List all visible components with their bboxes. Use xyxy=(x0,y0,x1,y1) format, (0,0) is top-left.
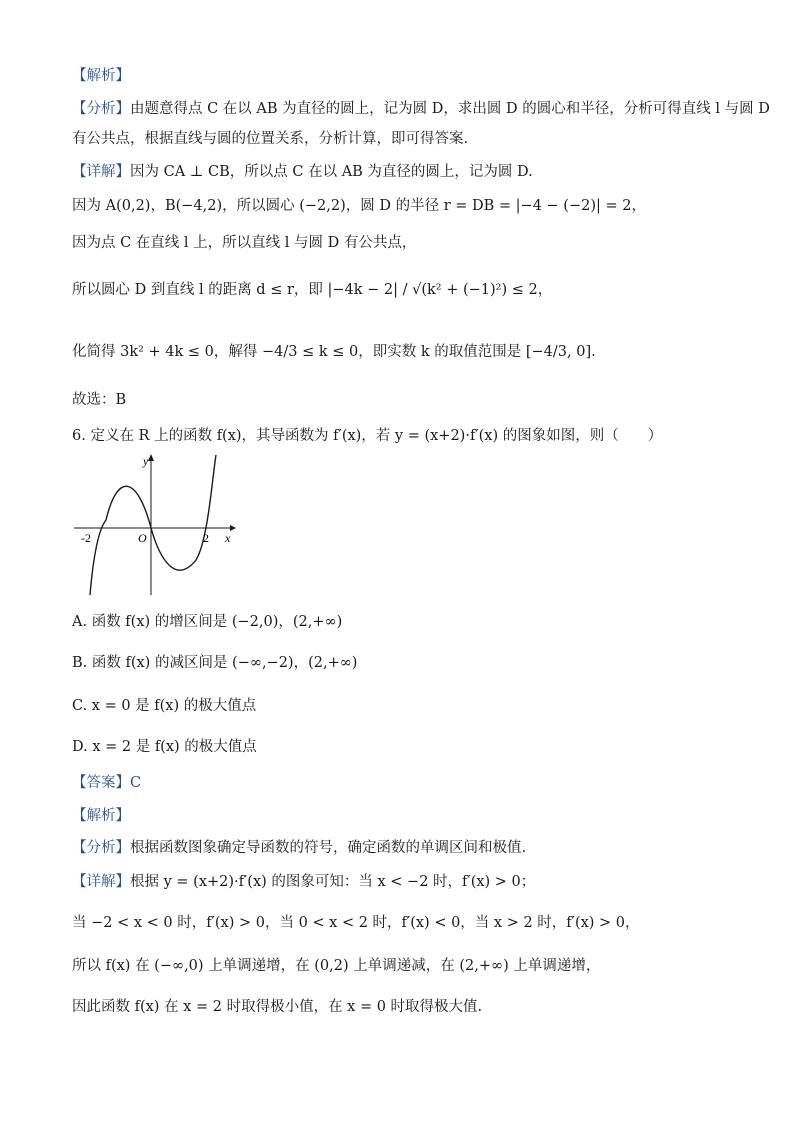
choice-line: 故选：B xyxy=(72,392,127,408)
q6-line-4: 因此函数 f(x) 在 x = 2 时取得极小值，在 x = 0 时取得极大值. xyxy=(72,999,483,1015)
jiexi-heading-2: 【解析】 xyxy=(72,808,130,824)
xiangjie-label-2: 【详解】 xyxy=(72,874,130,890)
fenxi-text-q6: 根据函数图象确定导函数的符号，确定函数的单调区间和极值. xyxy=(130,840,527,856)
q6-line-2: 当 −2 < x < 0 时，f′(x) > 0，当 0 < x < 2 时，f′(x) < 0，当 x > 2 时，f′(x) > 0， xyxy=(72,915,640,931)
x-label: x xyxy=(225,531,231,545)
xiangjie-line-q6 xyxy=(72,872,535,892)
answer-text: 【答案】C xyxy=(72,775,142,791)
option-b: B. 函数 f(x) 的减区间是 (−∞,−2)，(2,+∞) xyxy=(72,655,358,671)
question-6-stem: 6. 定义在 R 上的函数 f(x)，其导函数为 f′(x)，若 y = (x+2)·f′(x) 的图象如图，则（ ） xyxy=(72,428,663,444)
tick-pos2: 2 xyxy=(203,531,209,545)
solution-line-3: 因为点 C 在直线 l 上，所以直线 l 与圆 D 有公共点， xyxy=(72,235,417,251)
solution-line-5: 化简得 3k² + 4k ≤ 0，解得 −4/3 ≤ k ≤ 0，即实数 k 的取值范围是 [−4/3, 0]. xyxy=(72,344,596,360)
option-d: D. x = 2 是 f(x) 的极大值点 xyxy=(72,739,257,755)
answer-line xyxy=(72,773,141,793)
fenxi-label: 【分析】 xyxy=(72,101,130,117)
x-axis-arrow xyxy=(230,525,236,531)
fenxi-line-2: 有公共点，根据直线与圆的位置关系，分析计算，即可得答案. xyxy=(72,131,469,147)
option-a: A. 函数 f(x) 的增区间是 (−2,0)，(2,+∞) xyxy=(72,614,343,630)
xiangjie-line-1 xyxy=(72,162,533,182)
xiangjie-text-q6: 根据 y = (x+2)·f′(x) 的图象可知：当 x < −2 时，f′(x) > 0； xyxy=(130,874,536,890)
tick-neg2: -2 xyxy=(81,531,91,545)
xiangjie-text-1: 因为 CA ⊥ CB，所以点 C 在以 AB 为直径的圆上，记为圆 D. xyxy=(130,164,533,180)
q6-line-3: 所以 f(x) 在 (−∞,0) 上单调递增，在 (0,2) 上单调递减，在 (2,+∞) 上单调递增， xyxy=(72,958,601,974)
fenxi-line-q6 xyxy=(72,838,526,858)
option-c: C. x = 0 是 f(x) 的极大值点 xyxy=(72,698,257,714)
y-axis-arrow xyxy=(148,454,154,461)
y-label: y xyxy=(143,454,149,468)
jiexi-heading: 【解析】 xyxy=(72,68,130,84)
fenxi-text-1: 由题意得点 C 在以 AB 为直径的圆上，记为圆 D，求出圆 D 的圆心和半径，分析可得直线 l 与圆 D xyxy=(130,101,770,117)
curve xyxy=(90,455,216,595)
solution-line-2: 因为 A(0,2)，B(−4,2)，所以圆心 (−2,2)，圆 D 的半径 r = DB = |−4 − (−2)| = 2， xyxy=(72,198,646,214)
fenxi-line-1 xyxy=(72,99,770,119)
fenxi-label-2: 【分析】 xyxy=(72,840,130,856)
xiangjie-label: 【详解】 xyxy=(72,164,130,180)
origin-label: O xyxy=(138,531,147,545)
function-graph xyxy=(68,450,238,600)
solution-line-4: 所以圆心 D 到直线 l 的距离 d ≤ r，即 |−4k − 2| / √(k² + (−1)²) ≤ 2， xyxy=(72,282,553,298)
